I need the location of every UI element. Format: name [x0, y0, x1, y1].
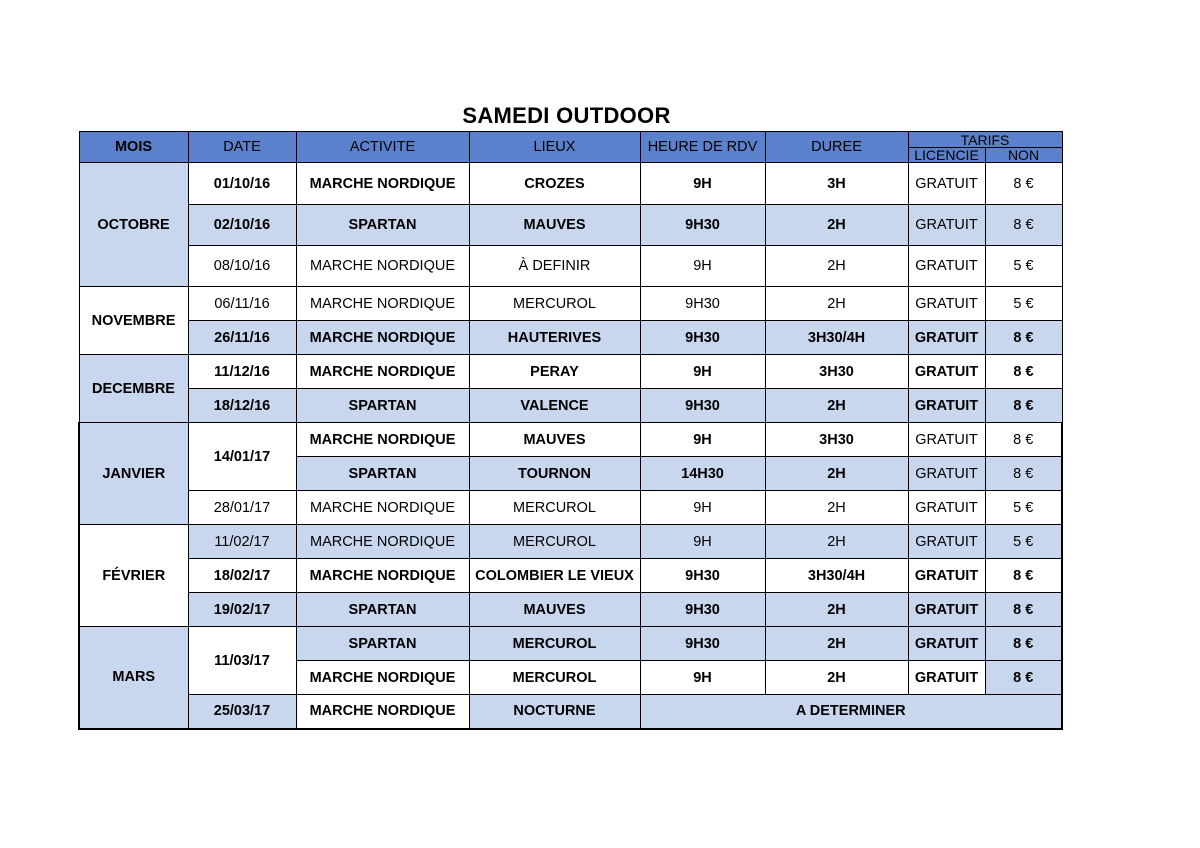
page-title: SAMEDI OUTDOOR	[462, 103, 671, 128]
cell-activite: MARCHE NORDIQUE	[296, 287, 469, 321]
cell-non: 5 €	[985, 525, 1062, 559]
cell-date: 18/12/16	[188, 389, 296, 423]
cell-non: 5 €	[985, 491, 1062, 525]
table-row	[79, 205, 1062, 246]
cell-lieu: MERCUROL	[469, 287, 640, 321]
header-row	[79, 132, 1062, 148]
header-duree: DUREE	[765, 132, 908, 163]
cell-licencie: GRATUIT	[908, 287, 985, 321]
month-fevrier: FÉVRIER	[79, 525, 188, 627]
cell-licencie: GRATUIT	[908, 389, 985, 423]
header-tarifs: TARIFS	[908, 132, 1062, 148]
table-row	[79, 389, 1062, 423]
cell-non: 8 €	[985, 205, 1062, 246]
cell-lieu: MAUVES	[469, 423, 640, 457]
cell-heure: 9H30	[640, 287, 765, 321]
cell-duree: 2H	[765, 525, 908, 559]
cell-heure: 9H	[640, 246, 765, 287]
cell-heure: 9H	[640, 163, 765, 205]
month-novembre: NOVEMBRE	[79, 287, 188, 355]
table-row	[79, 627, 1062, 661]
cell-duree: 2H	[765, 627, 908, 661]
header-mois: MOIS	[79, 132, 188, 163]
cell-duree: 3H30/4H	[765, 559, 908, 593]
cell-non: 5 €	[985, 287, 1062, 321]
cell-duree: 2H	[765, 287, 908, 321]
cell-licencie: GRATUIT	[908, 491, 985, 525]
cell-date: 06/11/16	[188, 287, 296, 321]
cell-activite: MARCHE NORDIQUE	[296, 355, 469, 389]
cell-non: 8 €	[985, 389, 1062, 423]
cell-non: 8 €	[985, 661, 1062, 695]
cell-non: 8 €	[985, 559, 1062, 593]
cell-duree: 2H	[765, 389, 908, 423]
cell-heure: 9H	[640, 423, 765, 457]
header-heure: HEURE DE RDV	[640, 132, 765, 163]
cell-lieu: MAUVES	[469, 593, 640, 627]
cell-lieu: À DEFINIR	[469, 246, 640, 287]
cell-duree: 3H30	[765, 355, 908, 389]
month-decembre: DECEMBRE	[79, 355, 188, 423]
schedule-table	[78, 131, 1063, 730]
cell-lieu: PERAY	[469, 355, 640, 389]
cell-activite: SPARTAN	[296, 457, 469, 491]
cell-activite: SPARTAN	[296, 593, 469, 627]
cell-lieu: CROZES	[469, 163, 640, 205]
cell-non: 8 €	[985, 163, 1062, 205]
table-row	[79, 525, 1062, 559]
table-row	[79, 246, 1062, 287]
cell-heure: 9H30	[640, 205, 765, 246]
table-row	[79, 695, 1062, 729]
cell-lieu: MERCUROL	[469, 661, 640, 695]
cell-heure: 9H	[640, 661, 765, 695]
cell-activite: MARCHE NORDIQUE	[296, 491, 469, 525]
cell-non: 8 €	[985, 627, 1062, 661]
cell-date: 08/10/16	[188, 246, 296, 287]
cell-date: 28/01/17	[188, 491, 296, 525]
cell-licencie: GRATUIT	[908, 627, 985, 661]
cell-date: 11/12/16	[188, 355, 296, 389]
month-janvier: JANVIER	[79, 423, 188, 525]
cell-duree: 3H	[765, 163, 908, 205]
cell-duree: 3H30/4H	[765, 321, 908, 355]
cell-non: 8 €	[985, 423, 1062, 457]
cell-duree: 2H	[765, 661, 908, 695]
cell-licencie: GRATUIT	[908, 559, 985, 593]
cell-lieu: MERCUROL	[469, 491, 640, 525]
cell-licencie: GRATUIT	[908, 246, 985, 287]
cell-heure: 9H30	[640, 559, 765, 593]
cell-heure: 9H	[640, 525, 765, 559]
cell-heure: 9H30	[640, 321, 765, 355]
cell-date: 26/11/16	[188, 321, 296, 355]
cell-duree: 2H	[765, 246, 908, 287]
header-non: NON	[985, 148, 1062, 163]
cell-lieu: MERCUROL	[469, 525, 640, 559]
cell-heure: 9H	[640, 355, 765, 389]
cell-date: 18/02/17	[188, 559, 296, 593]
cell-non: 5 €	[985, 246, 1062, 287]
cell-activite: MARCHE NORDIQUE	[296, 525, 469, 559]
table-row	[79, 321, 1062, 355]
cell-duree: 3H30	[765, 423, 908, 457]
table-row	[79, 287, 1062, 321]
table-row	[79, 355, 1062, 389]
table-row	[79, 423, 1062, 457]
cell-heure: 9H30	[640, 627, 765, 661]
cell-date: 14/01/17	[188, 423, 296, 491]
cell-licencie: GRATUIT	[908, 163, 985, 205]
cell-duree: 2H	[765, 593, 908, 627]
cell-duree: 2H	[765, 205, 908, 246]
cell-non: 8 €	[985, 355, 1062, 389]
cell-duree: 2H	[765, 491, 908, 525]
table-row	[79, 163, 1062, 205]
cell-activite: MARCHE NORDIQUE	[296, 246, 469, 287]
cell-date: 01/10/16	[188, 163, 296, 205]
cell-lieu: MAUVES	[469, 205, 640, 246]
header-lieux: LIEUX	[469, 132, 640, 163]
header-licencie: LICENCIE	[908, 148, 985, 163]
cell-licencie: GRATUIT	[908, 423, 985, 457]
cell-licencie: GRATUIT	[908, 321, 985, 355]
cell-activite: SPARTAN	[296, 627, 469, 661]
cell-date: 02/10/16	[188, 205, 296, 246]
cell-date: 11/02/17	[188, 525, 296, 559]
cell-activite: MARCHE NORDIQUE	[296, 321, 469, 355]
table-row	[79, 593, 1062, 627]
cell-activite: MARCHE NORDIQUE	[296, 423, 469, 457]
cell-activite: SPARTAN	[296, 205, 469, 246]
cell-licencie: GRATUIT	[908, 593, 985, 627]
cell-lieu: TOURNON	[469, 457, 640, 491]
cell-non: 8 €	[985, 593, 1062, 627]
month-mars: MARS	[79, 627, 188, 729]
cell-heure: 14H30	[640, 457, 765, 491]
month-octobre: OCTOBRE	[79, 163, 188, 287]
cell-a-determiner: A DETERMINER	[640, 695, 1062, 729]
cell-duree: 2H	[765, 457, 908, 491]
cell-licencie: GRATUIT	[908, 525, 985, 559]
cell-lieu: MERCUROL	[469, 627, 640, 661]
cell-activite: MARCHE NORDIQUE	[296, 163, 469, 205]
cell-non: 8 €	[985, 457, 1062, 491]
cell-activite: SPARTAN	[296, 389, 469, 423]
cell-heure: 9H30	[640, 593, 765, 627]
header-activite: ACTIVITE	[296, 132, 469, 163]
cell-lieu: COLOMBIER LE VIEUX	[469, 559, 640, 593]
cell-date: 25/03/17	[188, 695, 296, 729]
table-row	[79, 491, 1062, 525]
table-row	[79, 559, 1062, 593]
cell-lieu: NOCTURNE	[469, 695, 640, 729]
cell-date: 11/03/17	[188, 627, 296, 695]
cell-heure: 9H30	[640, 389, 765, 423]
header-date: DATE	[188, 132, 296, 163]
cell-activite: MARCHE NORDIQUE	[296, 559, 469, 593]
cell-lieu: HAUTERIVES	[469, 321, 640, 355]
cell-activite: MARCHE NORDIQUE	[296, 695, 469, 729]
cell-non: 8 €	[985, 321, 1062, 355]
cell-licencie: GRATUIT	[908, 355, 985, 389]
cell-licencie: GRATUIT	[908, 457, 985, 491]
cell-activite: MARCHE NORDIQUE	[296, 661, 469, 695]
cell-heure: 9H	[640, 491, 765, 525]
cell-lieu: VALENCE	[469, 389, 640, 423]
cell-licencie: GRATUIT	[908, 661, 985, 695]
cell-licencie: GRATUIT	[908, 205, 985, 246]
cell-date: 19/02/17	[188, 593, 296, 627]
